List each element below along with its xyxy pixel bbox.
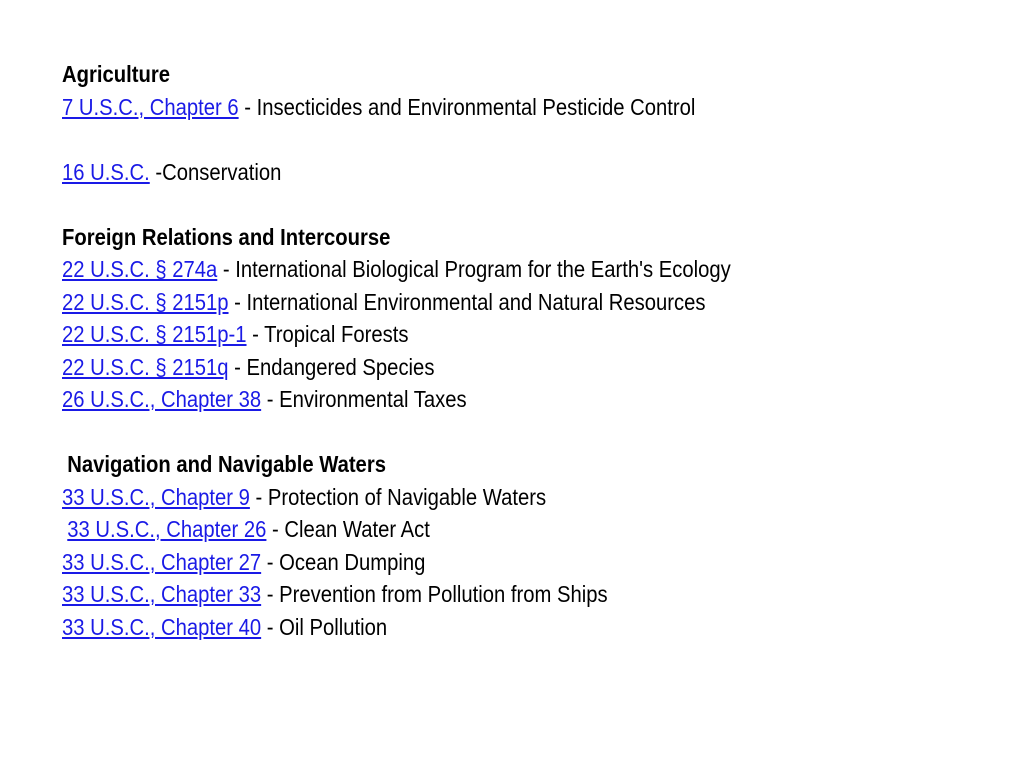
link-22-usc-2151p[interactable]: 22 U.S.C. § 2151p [62,288,229,315]
entry-description: - Ocean Dumping [261,548,426,575]
heading-navigation: Navigation and Navigable Waters [67,451,386,477]
entry-description: - Endangered Species [228,353,435,380]
entry-description: - Clean Water Act [266,516,430,542]
link-22-usc-2151q[interactable]: 22 U.S.C. § 2151q [62,353,229,380]
entry-description: - International Environmental and Natural Resources [228,288,706,315]
spacer [62,123,889,156]
list-item [62,481,889,514]
list-item [62,91,889,124]
list-item [62,318,889,351]
entry-description: - Tropical Forests [246,321,409,347]
spacer [62,416,889,449]
link-7-usc-chapter-6[interactable]: 7 U.S.C., Chapter 6 [62,93,239,120]
list-item [62,253,889,286]
link-22-usc-2151p-1[interactable]: 22 U.S.C. § 2151p-1 [62,321,247,347]
list-item [62,156,889,189]
link-33-usc-chapter-26[interactable]: 33 U.S.C., Chapter 26 [67,516,267,542]
list-item [62,383,889,416]
spacer [62,188,889,221]
link-33-usc-chapter-27[interactable]: 33 U.S.C., Chapter 27 [62,548,262,575]
document-body [62,58,889,643]
entry-description: - Insecticides and Environmental Pesticide Control [238,93,696,120]
list-item [62,286,889,319]
entry-description: - International Biological Program for the Earth's Ecology [217,256,731,282]
link-22-usc-274a[interactable]: 22 U.S.C. § 274a [62,256,218,282]
entry-description: -Conservation [149,158,282,185]
list-item [62,578,889,611]
link-16-usc[interactable]: 16 U.S.C. [62,158,150,185]
list-item [62,513,889,546]
list-item [62,351,889,384]
link-26-usc-chapter-38[interactable]: 26 U.S.C., Chapter 38 [62,386,262,412]
heading-agriculture: Agriculture [62,61,170,87]
link-33-usc-chapter-40[interactable]: 33 U.S.C., Chapter 40 [62,613,262,640]
entry-description: - Prevention from Pollution from Ships [261,581,608,607]
list-item [62,611,889,644]
link-33-usc-chapter-9[interactable]: 33 U.S.C., Chapter 9 [62,483,250,510]
link-33-usc-chapter-33[interactable]: 33 U.S.C., Chapter 33 [62,581,262,607]
entry-description: - Environmental Taxes [261,386,467,412]
list-item [62,546,889,579]
heading-foreign-relations: Foreign Relations and Intercourse [62,223,391,250]
entry-description: - Protection of Navigable Waters [249,483,547,510]
entry-description: - Oil Pollution [261,613,388,640]
